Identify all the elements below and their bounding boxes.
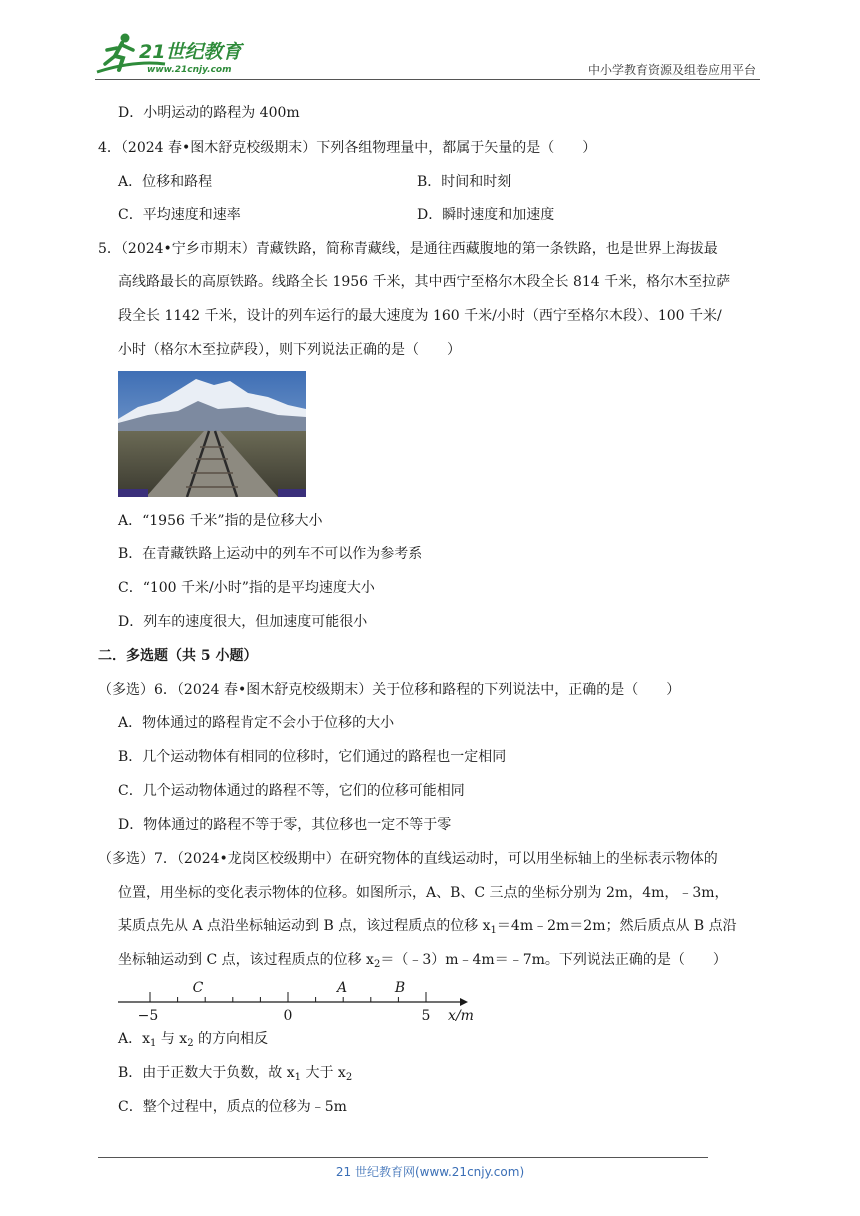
q7-option-a: A．$x_1$ 与 $x_2$ 的方向相反: [118, 1031, 269, 1049]
q5-stem-line-4: 小时（格尔木至拉萨段），则下列说法正确的是（ ）: [118, 342, 461, 358]
tick-label-0: 0: [283, 1008, 293, 1024]
logo-url: www.21cnjy.com: [147, 65, 232, 75]
point-b-label: B: [394, 980, 406, 996]
footer-link[interactable]: 21 世纪教育网(www.21cnjy.com): [335, 1165, 525, 1179]
q5-option-b: B．在青藏铁路上运动中的列车不可以作为参考系: [118, 546, 423, 562]
q4-option-d: D．瞬时速度和加速度: [417, 207, 555, 223]
q6-option-d: D．物体通过的路程不等于零，其位移也一定不等于零: [118, 817, 452, 833]
q7-option-c: C．整个过程中，质点的位移为﹣5m: [118, 1099, 347, 1115]
q5-option-a: A．“1956 千米”指的是位移大小: [118, 513, 323, 529]
point-a-label: A: [336, 980, 348, 996]
q7-stem-line-1: （多选）7．（2024•龙岗区校级期中）在研究物体的直线运动时，可以用坐标轴上的坐标表示物体的: [98, 851, 718, 867]
q4-option-c: C．平均速度和速率: [118, 207, 241, 223]
axis-unit: x/m: [448, 1008, 474, 1024]
q4-option-b: B．时间和时刻: [417, 174, 512, 190]
q5-stem-line-1: 5．（2024•宁乡市期末）青藏铁路，简称青藏线，是通往西藏腹地的第一条铁路，也是世界上海拔最: [98, 241, 718, 257]
q5-stem-line-3: 段全长 1142 千米，设计的列车运行的最大速度为 160 千米/小时（西宁至格尔木段）、100 千米/: [118, 308, 722, 324]
q7-option-b: B．由于正数大于负数，故 $x_1$ 大于 $x_2$: [118, 1065, 353, 1083]
q3-option-d: D．小明运动的路程为 400m: [118, 105, 300, 121]
coordinate-axis: [116, 976, 478, 1026]
point-c-label: C: [192, 980, 204, 996]
footer-divider: [98, 1157, 708, 1158]
q6-option-c: C．几个运动物体通过的路程不等，它们的位移可能相同: [118, 783, 465, 799]
q5-option-d: D．列车的速度很大，但加速度可能很小: [118, 614, 368, 630]
tick-label-minus5: −5: [137, 1008, 159, 1024]
logo-text: 21世纪教育: [139, 41, 242, 63]
q6-stem: （多选）6．（2024 春•图木舒克校级期末）关于位移和路程的下列说法中，正确的是（ ）: [98, 682, 681, 698]
header-divider: [95, 79, 760, 80]
q5-option-c: C．“100 千米/小时”指的是平均速度大小: [118, 580, 375, 596]
q7-stem-line-4: 坐标轴运动到 C 点，该过程质点的位移 $x_2=(﹣3)m﹣4m=﹣7m$。下列说法正确的是（ ）: [118, 952, 727, 970]
q6-option-b: B．几个运动物体有相同的位移时，它们通过的路程也一定相同: [118, 749, 507, 765]
platform-name: 中小学教育资源及组卷应用平台: [587, 63, 756, 77]
q4-stem: 4．（2024 春•图木舒克校级期末）下列各组物理量中，都属于矢量的是（ ）: [98, 140, 597, 156]
q4-option-a: A．位移和路程: [118, 174, 213, 190]
tick-label-5: 5: [421, 1008, 431, 1024]
q7-stem-line-3: 某质点先从 A 点沿坐标轴运动到 B 点，该过程质点的位移 $x_1=4m﹣2m=2m$；然后质点从 B 点沿: [118, 918, 737, 936]
section-title: 二．多选题（共 5 小题）: [98, 648, 258, 664]
q6-option-a: A．物体通过的路程肯定不会小于位移的大小: [118, 715, 395, 731]
axis-arrow: [460, 998, 468, 1006]
q7-stem-line-2: 位置，用坐标的变化表示物体的位移。如图所示，A、B、C 三点的坐标分别为 2m，4m，﹣3m，: [118, 885, 729, 901]
site-logo: [95, 30, 265, 78]
page-header: [95, 30, 760, 80]
railway-photo: [118, 371, 306, 497]
q5-stem-line-2: 高线路最长的高原铁路。线路全长 1956 千米，其中西宁至格尔木段全长 814 千米，格尔木至拉萨: [118, 274, 731, 290]
